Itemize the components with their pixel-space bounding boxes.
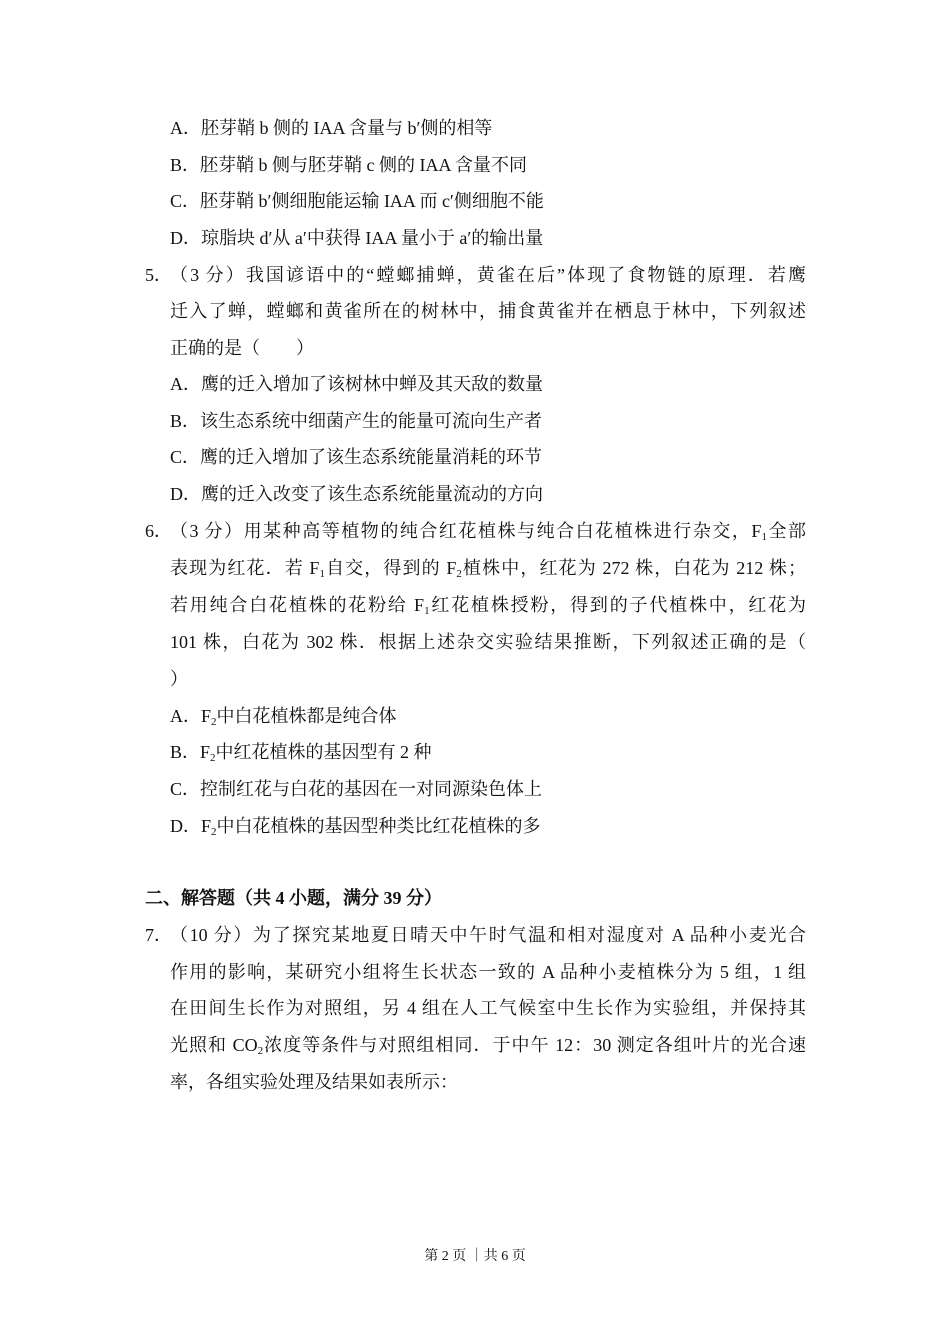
text-run: 率，各组实验处理及结果如表所示： <box>170 1072 458 1092</box>
text-run: D．鹰的迁入改变了该生态系统能量流动的方向 <box>170 484 543 504</box>
text-line <box>170 226 543 250</box>
text-line <box>170 409 542 433</box>
text-line <box>170 445 542 469</box>
text-line <box>170 263 806 287</box>
text-run: 迁入了蝉，螳螂和黄雀所在的树林中，捕食黄雀并在栖息于林中，下列叙述 <box>170 301 806 321</box>
text-run: 自交，得到的 F <box>324 558 457 578</box>
text-line <box>170 960 806 984</box>
text-line <box>170 299 806 323</box>
text-run: A．鹰的迁入增加了该树林中蝉及其天敌的数量 <box>170 374 543 394</box>
text-run: 中白花植株的基因型种类比红花植株的多 <box>216 816 541 836</box>
text-line <box>170 1070 458 1094</box>
section-heading <box>145 886 442 910</box>
text-line <box>170 336 314 360</box>
text-line <box>170 704 397 728</box>
text-run: 作用的影响，某研究小组将生长状态一致的 A 品种小麦植株分为 5 组，1 组 <box>170 962 806 982</box>
text-line <box>170 667 188 691</box>
text-line <box>170 116 492 140</box>
text-run: 正确的是（ ） <box>170 338 314 358</box>
text-run: 光照和 CO <box>170 1035 258 1055</box>
text-line <box>170 1033 806 1057</box>
text-run: （3 分）用某种高等植物的纯合红花植株与纯合白花植株进行杂交，F <box>170 521 762 541</box>
text-line <box>170 153 527 177</box>
text-run: 101 株，白花为 302 株．根据上述杂交实验结果推断，下列叙述正确的是（ <box>170 632 806 652</box>
text-line <box>170 519 806 543</box>
text-run: B．该生态系统中细菌产生的能量可流向生产者 <box>170 411 543 431</box>
text-run: 植株中，红花为 272 株，白花为 212 株； <box>461 558 807 578</box>
text-run: 二、解答题（共 4 小题，满分 39 分） <box>145 888 442 908</box>
text-run: （10 分）为了探究某地夏日晴天中午时气温和相对湿度对 A 品种小麦光合 <box>170 925 806 945</box>
text-run: ） <box>170 669 188 689</box>
text-run: 中红花植株的基因型有 2 种 <box>215 742 432 762</box>
subscript: 2 <box>211 826 217 838</box>
subscript: 2 <box>456 568 462 580</box>
subscript: 1 <box>319 568 325 580</box>
text-run: 浓度等条件与对照组相同．于中午 12：30 测定各组叶片的光合速 <box>263 1035 806 1055</box>
text-line <box>170 189 544 213</box>
text-run: C．胚芽鞘 b′侧细胞能运输 IAA 而 c′侧细胞不能 <box>170 191 544 211</box>
text-run: B．F <box>170 742 211 762</box>
text-run: 中白花植株都是纯合体 <box>216 706 397 726</box>
text-line <box>170 593 806 617</box>
text-run: 表现为红花．若 F <box>170 558 320 578</box>
text-run: C．鹰的迁入增加了该生态系统能量消耗的环节 <box>170 447 543 467</box>
text-line <box>170 923 806 947</box>
text-run: A．F <box>170 706 212 726</box>
question-number: 7． <box>145 925 172 945</box>
text-line <box>170 740 432 764</box>
subscript: 2 <box>210 752 216 764</box>
page-footer: 第 2 页 ｜共 6 页 <box>424 1249 526 1264</box>
text-run: （3 分）我国谚语中的“螳螂捕蝉，黄雀在后”体现了食物链的原理．若鹰 <box>170 265 806 285</box>
subscript: 1 <box>424 605 430 617</box>
text-run: D．琼脂块 d′从 a′中获得 IAA 量小于 a′的输出量 <box>170 228 544 248</box>
question-number: 6． <box>145 521 172 541</box>
text-line <box>170 482 543 506</box>
text-run: D．F <box>170 816 212 836</box>
text-run: A．胚芽鞘 b 侧的 IAA 含量与 b′侧的相等 <box>170 118 493 138</box>
text-line <box>170 814 541 838</box>
text-run: 红花植株授粉，得到的子代植株中，红花为 <box>429 595 807 615</box>
text-run: C．控制红花与白花的基因在一对同源染色体上 <box>170 779 543 799</box>
text-line <box>170 630 806 654</box>
text-line <box>170 556 806 580</box>
text-run: 全部 <box>766 521 806 541</box>
subscript: 1 <box>761 531 767 543</box>
subscript: 2 <box>211 716 217 728</box>
text-run: 在田间生长作为对照组，另 4 组在人工气候室中生长作为实验组，并保持其 <box>170 998 806 1018</box>
text-line <box>170 777 542 801</box>
text-line <box>170 996 806 1020</box>
text-run: B．胚芽鞘 b 侧与胚芽鞘 c 侧的 IAA 含量不同 <box>170 155 527 175</box>
text-line <box>170 372 543 396</box>
subscript: 2 <box>257 1045 264 1057</box>
question-number: 5． <box>145 265 172 285</box>
text-run: 若用纯合白花植株的花粉给 F <box>170 595 425 615</box>
